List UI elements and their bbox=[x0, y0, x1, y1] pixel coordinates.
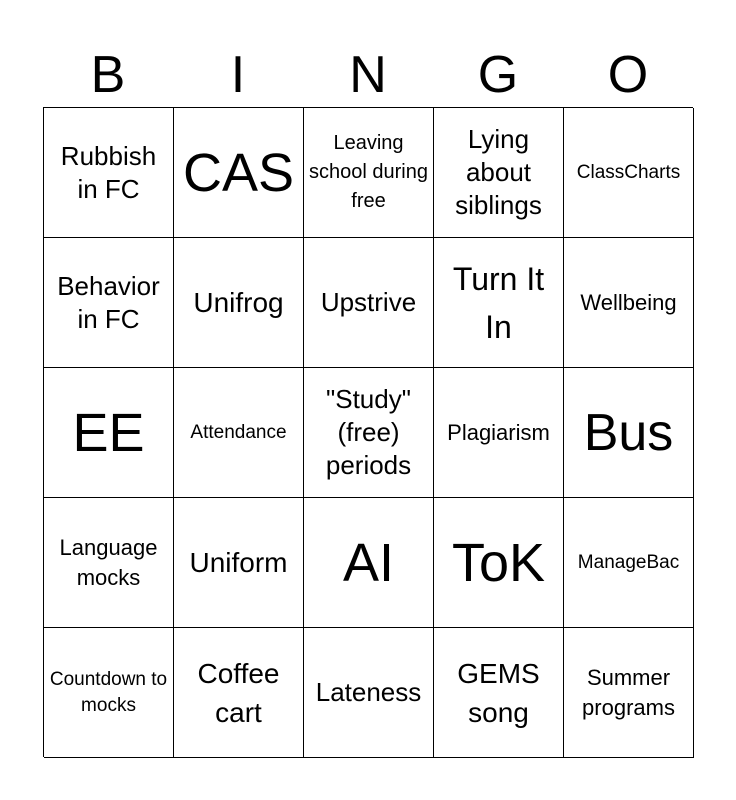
bingo-cell[interactable] bbox=[174, 238, 304, 368]
bingo-cell[interactable] bbox=[564, 238, 694, 368]
bingo-cell[interactable] bbox=[304, 108, 434, 238]
bingo-cell-label: Summer programs bbox=[582, 664, 675, 720]
bingo-cell-label: Turn It In bbox=[452, 260, 545, 345]
bingo-cell[interactable] bbox=[44, 108, 174, 238]
bingo-cell-label: CAS bbox=[182, 142, 295, 203]
bingo-header bbox=[43, 42, 693, 108]
bingo-cell-label: Lateness bbox=[315, 677, 422, 707]
bingo-cell[interactable] bbox=[174, 628, 304, 758]
bingo-cell[interactable] bbox=[434, 238, 564, 368]
bingo-cell[interactable] bbox=[174, 108, 304, 238]
bingo-cell-label: ManageBac bbox=[577, 551, 680, 573]
bingo-cell-label: Upstrive bbox=[320, 287, 417, 317]
bingo-cell-label: Uniform bbox=[189, 547, 288, 578]
header-letter-n: N bbox=[349, 46, 387, 104]
bingo-cell[interactable] bbox=[564, 498, 694, 628]
bingo-cell[interactable] bbox=[304, 238, 434, 368]
bingo-cell-label: Language mocks bbox=[59, 534, 158, 590]
bingo-cell[interactable] bbox=[564, 368, 694, 498]
bingo-cell[interactable] bbox=[434, 498, 564, 628]
bingo-cell[interactable] bbox=[564, 108, 694, 238]
bingo-cell-label: Plagiarism bbox=[447, 419, 550, 445]
bingo-cell[interactable] bbox=[44, 498, 174, 628]
bingo-cell[interactable] bbox=[304, 628, 434, 758]
bingo-cell[interactable] bbox=[304, 498, 434, 628]
bingo-cell-label: Rubbish in FC bbox=[60, 140, 157, 204]
bingo-cell-label: Lying about siblings bbox=[455, 124, 542, 220]
bingo-cell-label: Behavior in FC bbox=[57, 270, 160, 334]
bingo-cell-label: GEMS song bbox=[457, 657, 540, 728]
bingo-cell-label: Countdown to mocks bbox=[49, 668, 168, 716]
bingo-cell[interactable] bbox=[44, 238, 174, 368]
bingo-cell[interactable] bbox=[174, 368, 304, 498]
header-letter-g: G bbox=[477, 46, 519, 104]
header-letter-b: B bbox=[90, 46, 126, 104]
bingo-cell[interactable] bbox=[44, 368, 174, 498]
header-letter-i: I bbox=[230, 46, 246, 104]
bingo-cell[interactable] bbox=[434, 628, 564, 758]
bingo-cell-label: AI bbox=[342, 532, 395, 593]
bingo-cell-label: ClassCharts bbox=[576, 161, 681, 183]
bingo-cell-label: Bus bbox=[583, 403, 674, 462]
bingo-cell[interactable] bbox=[304, 368, 434, 498]
bingo-cell[interactable] bbox=[564, 628, 694, 758]
bingo-cell-label: Leaving school during free bbox=[309, 132, 428, 212]
bingo-cell-label: EE bbox=[72, 402, 145, 463]
bingo-cell-label: Attendance bbox=[190, 421, 287, 443]
bingo-cell[interactable] bbox=[434, 368, 564, 498]
bingo-cell-label: ToK bbox=[451, 532, 546, 593]
bingo-cell-label: Wellbeing bbox=[580, 289, 677, 315]
bingo-cell-label: "Study" (free) periods bbox=[325, 384, 412, 480]
bingo-cell-label: Unifrog bbox=[193, 287, 284, 318]
header-letter-o: O bbox=[607, 46, 649, 104]
bingo-cell[interactable] bbox=[434, 108, 564, 238]
bingo-cell[interactable] bbox=[174, 498, 304, 628]
bingo-cell[interactable] bbox=[44, 628, 174, 758]
bingo-grid bbox=[43, 107, 693, 757]
bingo-cell-label: Coffee cart bbox=[197, 657, 280, 728]
